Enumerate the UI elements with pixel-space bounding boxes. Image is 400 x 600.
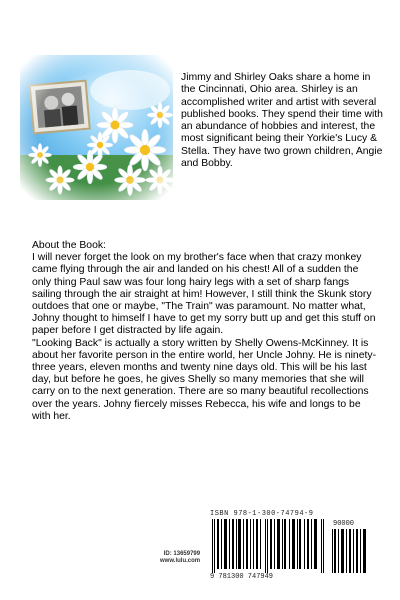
price-code: 90000 [333, 520, 355, 528]
author-bio: Jimmy and Shirley Oaks share a home in the Cincinnati, Ohio area. Shirley is an accomplished writer and artist with several published books. They spend their time with an abundance of hobbies and interest, the most significant being their Yorkie's Lucy & Stella. They have two grown children, Angie and Bobby. [181, 72, 383, 170]
about-paragraph-2: "Looking Back" is actually a story written by Shelly Owens-McKinney. It is about her favorite person in the entire world, her Uncle Johny. He is ninety-three years, eleven months and twenty nine days old. This will be his last day, but before he goes, he gives Shelly so many memories that she will carry on to the next generation. There are so many beautiful recollections over the years. Johny fiercely misses Rebecca, his wife and longs to be with her. [32, 337, 377, 422]
isbn-barcode [210, 510, 370, 582]
publisher-site: www.lulu.com [160, 558, 201, 564]
publisher-info [160, 551, 200, 565]
barcode-bars [210, 519, 328, 573]
barcode-digits: 9 781300 747949 [210, 573, 274, 581]
author-photo [20, 55, 173, 200]
isbn-text: ISBN 978-1-300-74794-9 [210, 510, 314, 518]
price-barcode-bars [332, 529, 368, 573]
about-paragraph-1: I will never forget the look on my brother's face when that crazy monkey came flying through the air and landed on his chest! All of a sudden the only thing Paul saw was four long hairy legs with a set of sharp fangs sailing through the air straight at him! However, I still think the Skunk story outdoes that one or maybe, "The Train" was paramount. No matter what, Johny thought to himself I have to get my sorry butt up and get this stuff on paper before I get distracted by life again. [32, 252, 376, 337]
about-heading: About the Book: [32, 240, 106, 251]
about-the-book [32, 240, 378, 423]
publisher-id: ID: 13659799 [163, 551, 201, 557]
daisy-sky-image [20, 55, 173, 200]
